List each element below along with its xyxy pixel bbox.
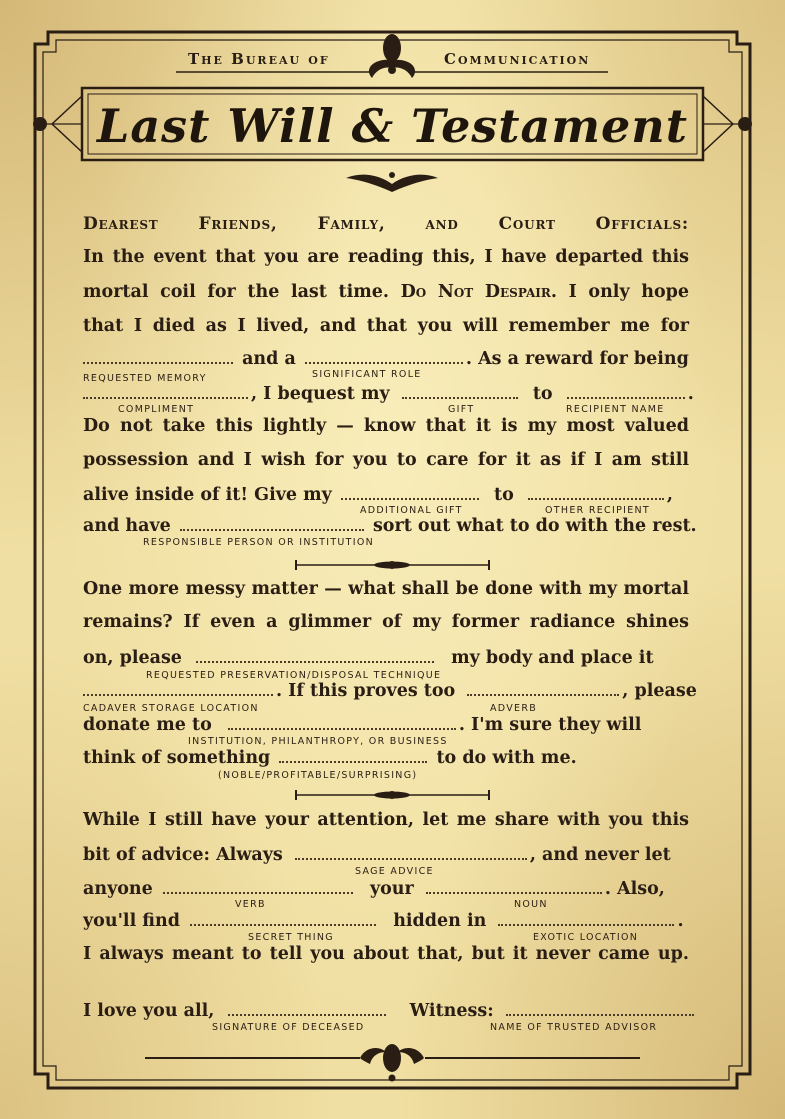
p3-line4-b: hidden in — [393, 911, 487, 931]
institution-blank[interactable] — [228, 712, 456, 730]
sage-advice-blank[interactable] — [295, 842, 527, 860]
p3-line3-b: your — [369, 879, 414, 899]
noble-blank[interactable] — [279, 745, 427, 763]
p1-line5 — [83, 381, 694, 406]
p3-line4-a: you'll find — [83, 911, 180, 931]
p3-line1: While I still have your attention, let me share with you this — [83, 810, 689, 830]
cadaver-storage-blank[interactable] — [83, 678, 273, 696]
label-significant-role: SIGNIFICANT ROLE — [312, 369, 422, 380]
p2-line6 — [83, 745, 689, 770]
p2-line4-b: , please — [622, 681, 697, 701]
p2-line1: One more messy matter — what shall be done with my mortal — [83, 579, 689, 599]
secret-thing-blank[interactable] — [190, 908, 376, 926]
label-noun: NOUN — [514, 899, 548, 910]
p1-line2-a: mortal coil for the last time. — [83, 282, 389, 302]
p1-line4-b: . As a reward for being — [465, 349, 689, 369]
label-noble: (NOBLE/PROFITABLE/SURPRISING) — [218, 770, 418, 781]
responsible-blank[interactable] — [180, 513, 364, 531]
closing-line — [83, 998, 689, 1023]
label-advisor: NAME OF TRUSTED ADVISOR — [490, 1022, 658, 1033]
adverb-blank[interactable] — [467, 678, 619, 696]
label-signature: SIGNATURE OF DECEASED — [212, 1022, 365, 1033]
p1-line8-c: , — [666, 485, 673, 505]
salutation: Dearest Friends, Family, and Court Officials: — [83, 214, 689, 234]
p3-line4 — [83, 908, 689, 933]
page-title: Last Will & Testament — [97, 99, 688, 153]
do-not-despair: Do Not Despair. — [400, 282, 557, 302]
p1-line5-a: , I bequest my — [251, 384, 390, 404]
p1-line1: In the event that you are reading this, I have departed this — [83, 247, 689, 267]
p1-line2-c: I only hope — [568, 282, 689, 302]
p2-line5-a: donate me to — [83, 715, 212, 735]
i-love-you-all: I love you all, — [83, 1001, 215, 1021]
p1-line4-a: and a — [242, 349, 296, 369]
p2-line4 — [83, 678, 697, 703]
p3-line2 — [83, 842, 689, 867]
p1-line4 — [83, 346, 689, 371]
label-recipient-name: RECIPIENT NAME — [566, 404, 665, 415]
label-institution: INSTITUTION, PHILANTHROPY, OR BUSINESS — [188, 736, 448, 747]
p1-line9 — [83, 513, 697, 538]
witness-label: Witness: — [409, 1001, 494, 1021]
p1-line9-a: and have — [83, 516, 171, 536]
label-secret-thing: SECRET THING — [248, 932, 334, 943]
additional-gift-blank[interactable] — [341, 482, 479, 500]
p1-line8-a: alive inside of it! Give my — [83, 485, 332, 505]
p1-line3: that I died as I lived, and that you will remember me for — [83, 316, 689, 336]
p3-line3-c: . Also, — [604, 879, 665, 899]
p1-line5-c: . — [687, 384, 694, 404]
compliment-blank[interactable] — [83, 381, 248, 399]
verb-blank[interactable] — [163, 876, 353, 894]
p3-line5: I always meant to tell you about that, but it never came up. — [83, 944, 689, 964]
gift-blank[interactable] — [402, 381, 518, 399]
p2-line6-a: think of something — [83, 748, 271, 768]
label-additional-gift: ADDITIONAL GIFT — [360, 505, 463, 516]
p2-line6-b: to do with me. — [436, 748, 577, 768]
p1-line7: possession and I wish for you to care for it as if I am still — [83, 450, 689, 470]
label-compliment: COMPLIMENT — [118, 404, 195, 415]
label-sage-advice: SAGE ADVICE — [355, 866, 434, 877]
p2-line5 — [83, 712, 689, 737]
label-adverb: ADVERB — [490, 703, 538, 714]
label-technique: REQUESTED PRESERVATION/DISPOSAL TECHNIQUE — [146, 670, 442, 681]
header-communication: Communication — [444, 50, 591, 68]
p1-line8-b: to — [494, 485, 514, 505]
recipient-name-blank[interactable] — [567, 381, 685, 399]
header-bureau: The Bureau of — [188, 50, 330, 68]
exotic-location-blank[interactable] — [498, 908, 674, 926]
noun-blank[interactable] — [426, 876, 602, 894]
p1-line2 — [83, 280, 689, 304]
label-cadaver: CADAVER STORAGE LOCATION — [83, 703, 259, 714]
signature-blank[interactable] — [228, 998, 386, 1016]
p3-line2-b: , and never let — [529, 845, 671, 865]
p3-line3 — [83, 876, 689, 901]
requested-memory-blank[interactable] — [83, 346, 233, 364]
p2-line3 — [83, 645, 689, 670]
technique-blank[interactable] — [196, 645, 434, 663]
p3-line4-c: . — [677, 911, 684, 931]
p2-line3-b: my body and place it — [451, 648, 654, 668]
p2-line5-b: . I'm sure they will — [458, 715, 642, 735]
label-verb: VERB — [235, 899, 266, 910]
p2-line2: remains? If even a glimmer of my former radiance shines — [83, 612, 689, 632]
p1-line9-b: sort out what to do with the rest. — [372, 516, 697, 536]
label-requested-memory: REQUESTED MEMORY — [83, 373, 207, 384]
p3-line2-a: bit of advice: Always — [83, 845, 283, 865]
label-other-recipient: OTHER RECIPIENT — [545, 505, 651, 516]
significant-role-blank[interactable] — [305, 346, 463, 364]
other-recipient-blank[interactable] — [528, 482, 664, 500]
p2-line3-a: on, please — [83, 648, 182, 668]
p2-line4-a: . If this proves too — [276, 681, 456, 701]
p3-line3-a: anyone — [83, 879, 153, 899]
p1-line8 — [83, 482, 689, 507]
witness-blank[interactable] — [506, 998, 694, 1016]
label-responsible: RESPONSIBLE PERSON OR INSTITUTION — [143, 537, 375, 548]
label-exotic-location: EXOTIC LOCATION — [533, 932, 639, 943]
label-gift: GIFT — [448, 404, 475, 415]
p1-line6: Do not take this lightly — know that it is my most valued — [83, 416, 689, 436]
p1-line5-b: to — [532, 384, 553, 404]
